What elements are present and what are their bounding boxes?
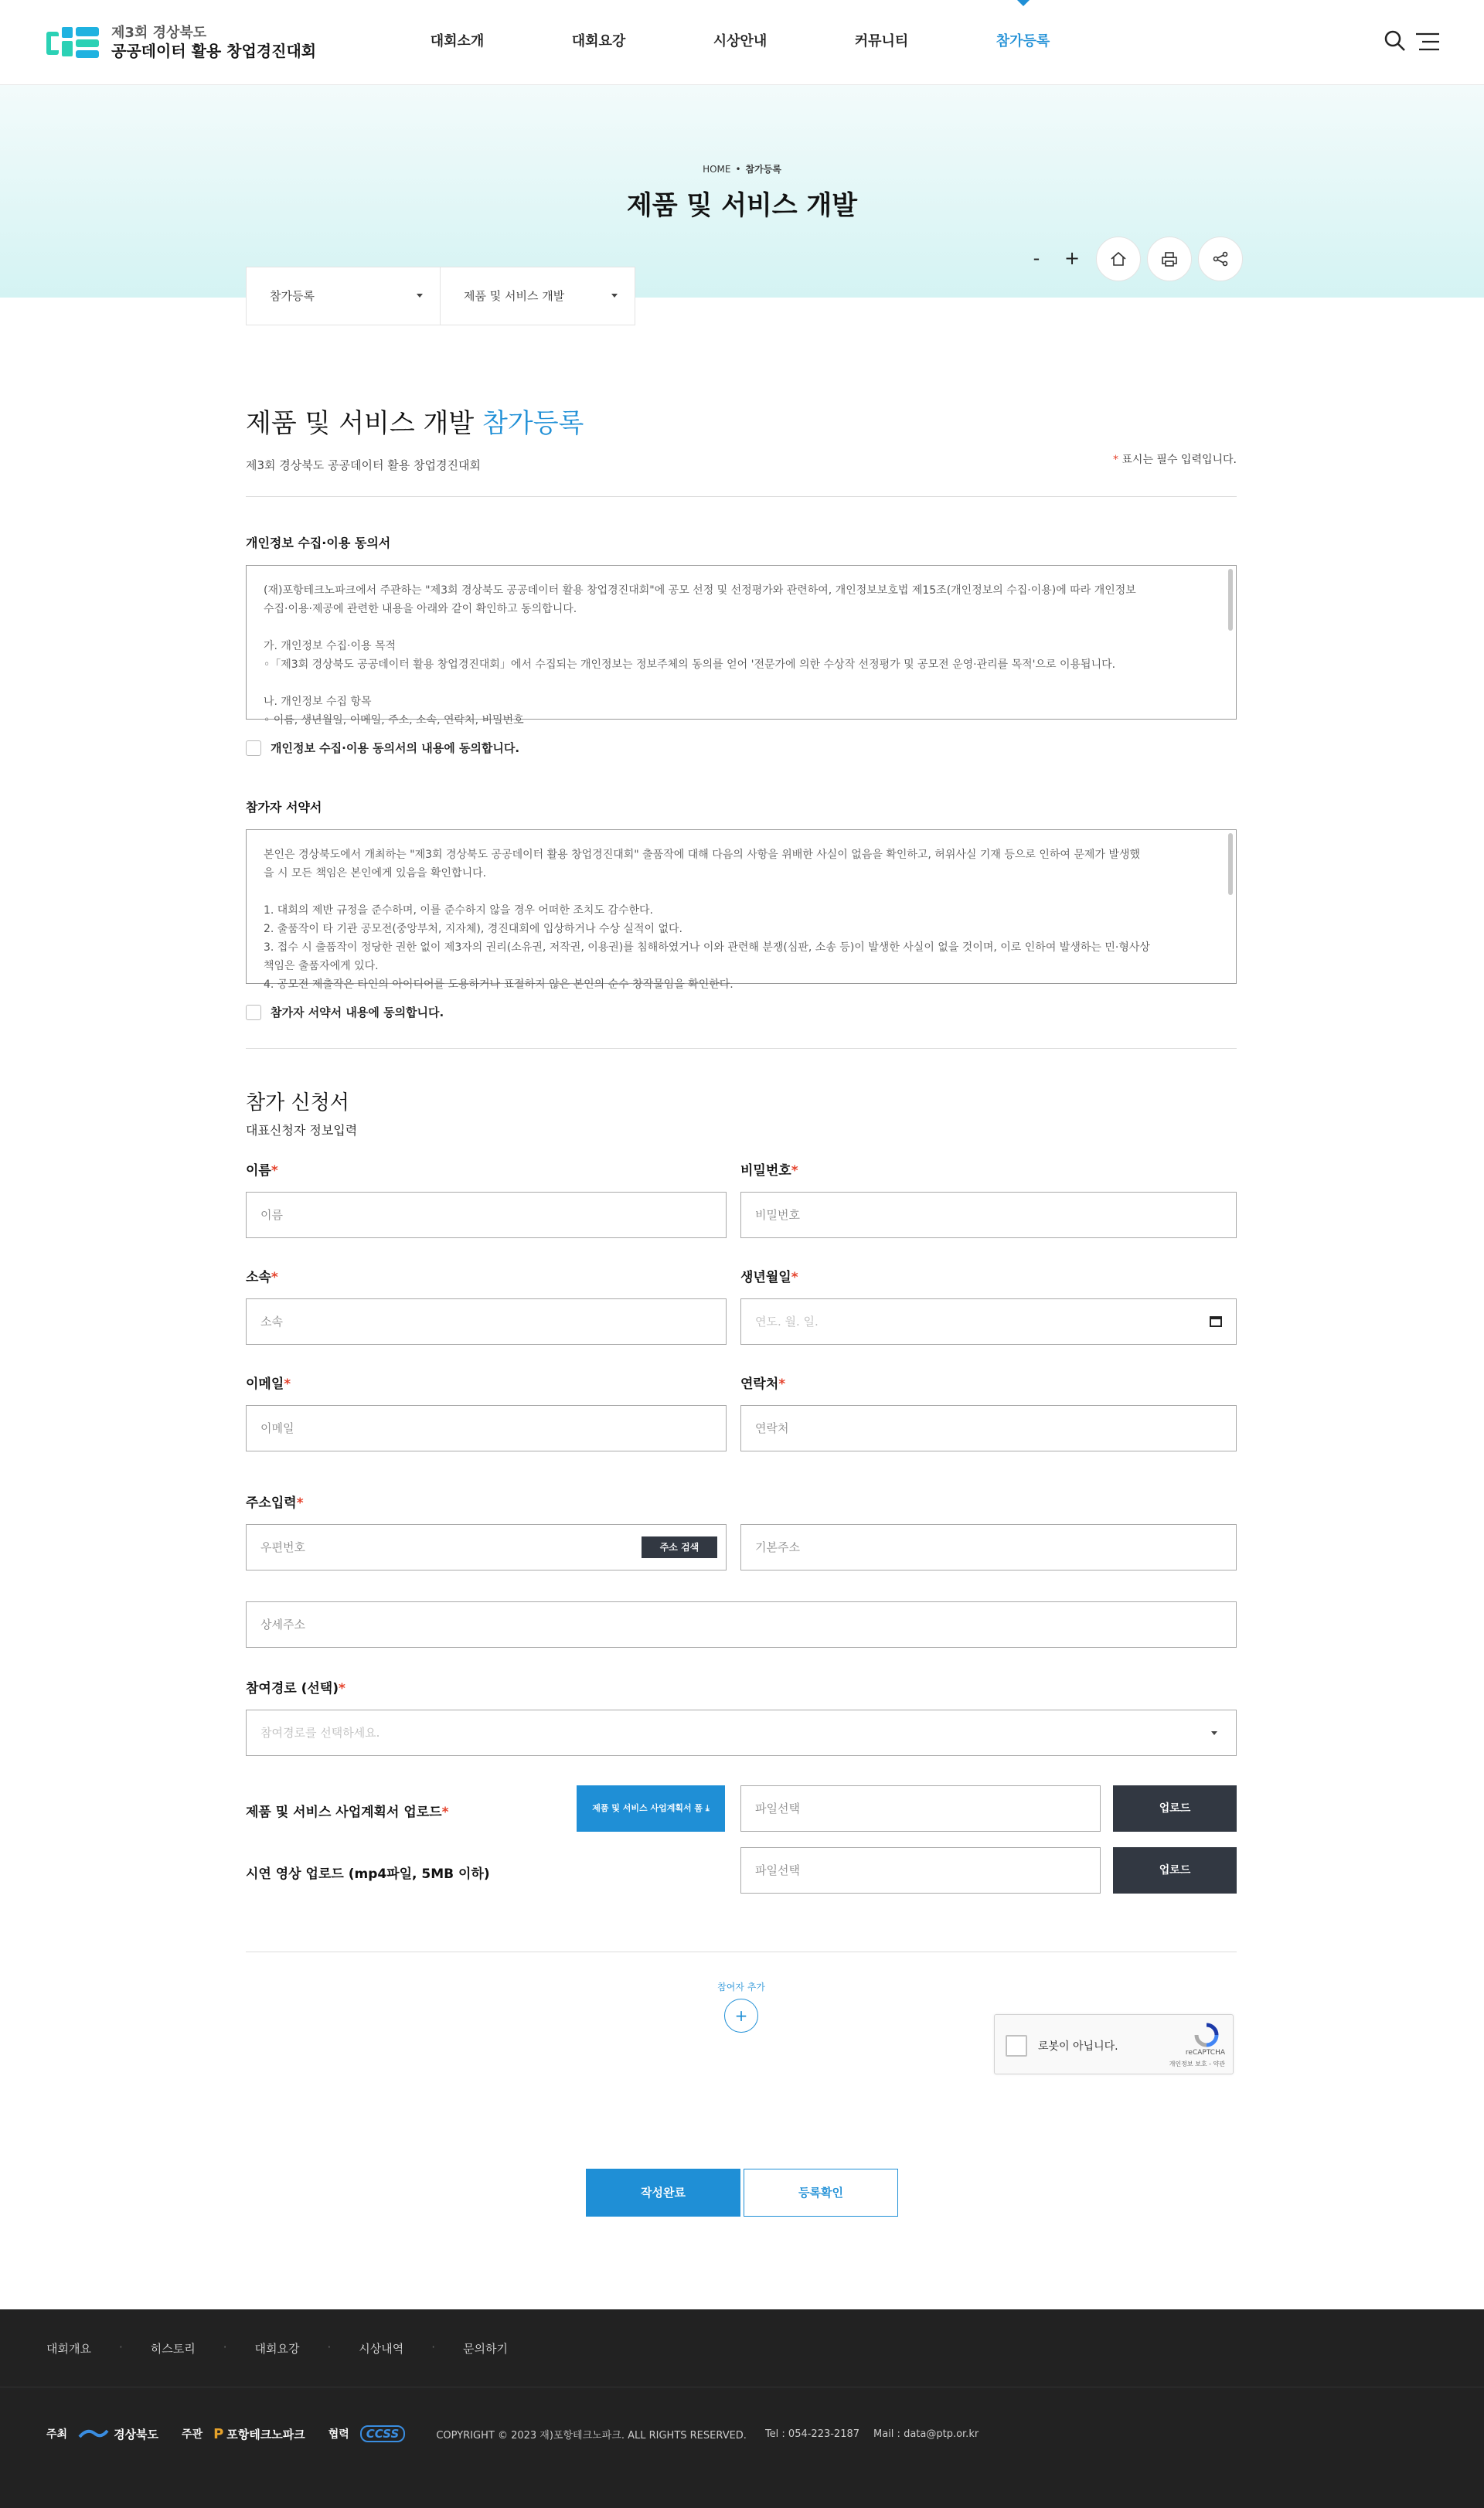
main-nav [386, 0, 1094, 85]
share-button[interactable] [1198, 237, 1243, 281]
required-note-text: 표시는 필수 입력입니다. [1122, 454, 1237, 466]
logo-line1: 제3회 경상북도 [111, 25, 207, 42]
site-logo[interactable] [46, 23, 316, 62]
main-content [246, 402, 1237, 2200]
privacy-line: (재)포항테크노파크에서 주관하는 "제3회 경상북도 공공데이터 활용 창업경진대회"에 공모 선정 및 선정평가와 관련하여, 개인정보보호법 제15조(개인정보의 수집·이용)에 따라 개인정보 [264, 584, 1136, 597]
demo-video-upload-button[interactable]: 업로드 [1113, 1847, 1237, 1894]
phone-label-text: 연락처 [740, 1377, 779, 1392]
route-select[interactable] [246, 1710, 1237, 1756]
breadcrumb-home[interactable]: HOME [703, 164, 731, 175]
print-icon [1161, 250, 1178, 267]
required-star: * [778, 1377, 786, 1392]
zoom-in-button[interactable]: + [1064, 247, 1081, 269]
check-registration-button[interactable]: 등록확인 [744, 2169, 898, 2217]
privacy-line [264, 674, 1219, 693]
password-label [740, 1159, 798, 1179]
chevron-down-icon [417, 294, 423, 298]
birth-label [740, 1266, 798, 1285]
recaptcha-checkbox[interactable] [1006, 2035, 1027, 2057]
gyeongbuk-logo-icon [78, 2426, 109, 2442]
pledge-line: 2. 출품작이 타 기관 공모전(중앙부처, 지자체), 경진대회에 입상하거나 수상 실적이 없다. [264, 923, 682, 935]
section-subtitle: 제3회 경상북도 공공데이터 활용 창업경진대회 [246, 458, 481, 472]
sub-visual [0, 85, 1484, 298]
footer-tel: Tel : 054-223-2187 [764, 2428, 860, 2440]
required-star: * [441, 1805, 449, 1820]
partner-logo [360, 2425, 406, 2442]
partner-logo-text: CCSS [360, 2425, 406, 2442]
business-plan-upload-label [246, 1801, 448, 1820]
chevron-down-icon [1211, 1731, 1217, 1735]
demo-video-file-input[interactable]: 파일선택 [740, 1847, 1101, 1894]
plus-icon: + [734, 2006, 748, 2025]
route-label [246, 1677, 345, 1696]
site-header [0, 0, 1484, 85]
privacy-line [264, 618, 1219, 637]
required-star: * [791, 1270, 798, 1285]
privacy-line: 가. 개인정보 수집·이용 목적 [264, 640, 397, 652]
business-plan-upload-button[interactable]: 업로드 [1113, 1785, 1237, 1832]
footer-mail: Mail : data@ptp.or.kr [873, 2428, 979, 2440]
recaptcha-links[interactable]: 개인정보 보호 - 약관 [1169, 2061, 1225, 2067]
name-label-text: 이름 [246, 1163, 271, 1179]
organizer-logo [213, 2426, 305, 2442]
footer-info [46, 2425, 979, 2442]
name-label [246, 1159, 278, 1179]
business-plan-template-download-button[interactable] [577, 1785, 725, 1832]
footer-nav: 대회개요 · 히스토리 · 대회요강 · 시상내역 · 문의하기 [46, 2340, 508, 2356]
page-tools [1019, 237, 1243, 281]
email-label-text: 이메일 [246, 1377, 284, 1392]
pledge-terms-box[interactable] [246, 829, 1237, 991]
detail-address-input[interactable]: 상세주소 [246, 1601, 1237, 1648]
birth-label-text: 생년월일 [740, 1270, 791, 1285]
nav-item-awards[interactable]: 시상안내 [713, 33, 768, 49]
privacy-agree-checkbox[interactable] [246, 740, 261, 756]
address-label [246, 1492, 304, 1511]
pledge-line [264, 883, 1219, 901]
name-input[interactable]: 이름 [246, 1192, 727, 1238]
nav-item-community[interactable]: 커뮤니티 [854, 33, 909, 49]
route-label-text: 참여경로 (선택) [246, 1681, 339, 1696]
section-title-highlight: 참가등록 [482, 408, 584, 439]
nav-item-guidelines[interactable]: 대회요강 [571, 33, 626, 49]
pledge-line: 1. 대회의 제반 규정을 준수하며, 이를 준수하지 않을 경우 어떠한 조치도 감수한다. [264, 904, 653, 917]
divider [246, 1048, 1237, 1049]
business-plan-file-input[interactable]: 파일선택 [740, 1785, 1101, 1832]
business-plan-upload-label-text: 제품 및 서비스 사업계획서 업로드 [246, 1805, 442, 1820]
demo-video-upload-label: 시연 영상 업로드 (mp4파일, 5MB 이하) [246, 1867, 490, 1882]
home-icon [1110, 250, 1127, 267]
section-title-text: 제품 및 서비스 개발 [246, 408, 475, 439]
host-logo [78, 2426, 158, 2442]
privacy-agree-label: 개인정보 수집·이용 동의서의 내용에 동의합니다. [271, 741, 520, 755]
pledge-agree-checkbox[interactable] [246, 1005, 261, 1020]
privacy-line: ◦ 이름, 생년월일, 이메일, 주소, 소속, 연락처, 비밀번호 [264, 714, 524, 727]
pledge-line: 을 시 모든 책임은 본인에게 있음을 확인합니다. [264, 867, 487, 880]
host-label: 주최 [46, 2428, 68, 2441]
partner-label: 협력 [328, 2428, 349, 2441]
required-star: * [284, 1377, 291, 1392]
calendar-icon[interactable] [1210, 1316, 1222, 1327]
scrollbar-thumb[interactable] [1228, 569, 1233, 631]
zoom-out-button[interactable]: - [1033, 247, 1040, 269]
privacy-agree[interactable] [246, 740, 1237, 756]
submit-button[interactable]: 작성완료 [586, 2169, 740, 2217]
route-select-value: 참여경로를 선택하세요. [260, 1726, 380, 1740]
logo-line2: 공공데이터 활용 창업경진대회 [111, 41, 317, 60]
required-star: * [271, 1270, 278, 1285]
required-star: * [791, 1163, 798, 1179]
pledge-line: 본인은 경상북도에서 개최하는 "제3회 경상북도 공공데이터 활용 창업경진대회" 출품작에 대해 다음의 사항을 위배한 사실이 없음을 확인하고, 허위사실 기재 등으로 인하여 문제가 발생했 [264, 849, 1140, 861]
home-button[interactable] [1096, 237, 1141, 281]
phone-label [740, 1373, 785, 1392]
required-note [1113, 451, 1237, 467]
pledge-line: 책임은 출품자에게 있다. [264, 960, 379, 972]
privacy-line: 나. 개인정보 수집 항목 [264, 696, 372, 708]
footer-link-history[interactable]: 히스토리 [150, 2342, 196, 2356]
email-input[interactable]: 이메일 [246, 1405, 727, 1451]
hamburger-menu-icon[interactable] [1416, 31, 1439, 53]
organizer-label: 주관 [182, 2428, 203, 2441]
privacy-terms-box[interactable] [246, 565, 1237, 727]
nav-item-intro[interactable]: 대회소개 [430, 33, 485, 49]
password-input[interactable]: 비밀번호 [740, 1192, 1237, 1238]
affiliation-label [246, 1266, 278, 1285]
affiliation-input[interactable]: 소속 [246, 1298, 727, 1345]
pledge-line: 4. 공모전 제출작은 타인의 아이디어를 도용하거나 표절하지 않은 본인의 순수 창작물임을 확인한다. [264, 978, 733, 991]
template-button-label: 제품 및 서비스 사업계획서 폼 [592, 1803, 703, 1813]
host-logo-text: 경상북도 [114, 2427, 159, 2442]
add-participant-button[interactable] [724, 1999, 758, 2033]
recaptcha-logo-icon [1194, 2023, 1219, 2047]
logo-mark-icon [46, 24, 100, 61]
chevron-down-icon [611, 294, 618, 298]
base-address-input[interactable]: 기본주소 [740, 1524, 1237, 1570]
privacy-line: ◦「제3회 경상북도 공공데이터 활용 창업경진대회」에서 수집되는 개인정보는 정보주체의 동의를 얻어 '전문가에 의한 수상작 선정평가 및 공모전 운영·관리를 목적'으로 이용됩니다. [264, 658, 1116, 671]
depth2-select[interactable] [441, 267, 635, 325]
recaptcha-label: 로봇이 아닙니다. [1038, 2040, 1118, 2053]
breadcrumb-current[interactable]: 참가등록 [745, 164, 781, 175]
phone-input[interactable]: 연락처 [740, 1405, 1237, 1451]
zipcode-placeholder: 우편번호 [260, 1540, 305, 1554]
required-star: * [271, 1163, 278, 1179]
depth2-select-value: 제품 및 서비스 개발 [464, 289, 565, 303]
address-label-text: 주소입력 [246, 1496, 297, 1511]
required-star: * [339, 1681, 345, 1696]
recaptcha-widget [994, 2014, 1234, 2074]
footer-link-guidelines[interactable]: 대회요강 [254, 2342, 300, 2356]
page-title: 제품 및 서비스 개발 [626, 190, 858, 221]
add-participant-label: 참여자 추가 [717, 1982, 765, 1992]
sub-nav-selects [246, 267, 635, 325]
pledge-line: 3. 접수 시 출품작이 정당한 권한 없이 제3자의 권리(소유권, 저작권, 이용권)를 침해하였거나 이와 관련해 분쟁(심판, 소송 등)이 발생한 사실이 없을 것이며, 이로 인하여 발생하는 민·형사상 [264, 941, 1150, 954]
nav-item-registration[interactable]: 참가등록 [952, 0, 1094, 85]
organizer-logo-text: 포항테크노파크 [226, 2427, 305, 2442]
footer-link-awards[interactable]: 시상내역 [359, 2342, 404, 2356]
application-subtitle: 대표신청자 정보입력 [246, 1123, 358, 1138]
pledge-title: 참가자 서약서 [246, 800, 322, 815]
depth1-select[interactable] [247, 267, 441, 325]
affiliation-label-text: 소속 [246, 1270, 271, 1285]
required-star: * [1112, 454, 1118, 466]
pledge-agree-label: 참가자 서약서 내용에 동의합니다. [271, 1006, 444, 1019]
recaptcha-brand: reCAPTCHA [1185, 2049, 1225, 2057]
scrollbar-thumb[interactable] [1228, 833, 1233, 895]
ptp-logo-icon: P [213, 2425, 224, 2442]
application-title: 참가 신청서 [246, 1091, 349, 1114]
site-footer [0, 2309, 1484, 2508]
footer-link-contact[interactable]: 문의하기 [463, 2342, 508, 2356]
breadcrumb: HOME • 참가등록 [703, 164, 781, 175]
birth-placeholder: 연도. 월. 일. [755, 1315, 819, 1329]
required-star: * [296, 1496, 304, 1511]
download-icon: ⤓ [705, 1803, 710, 1813]
share-icon [1212, 250, 1229, 267]
divider [246, 496, 1237, 497]
birth-date-input[interactable] [740, 1298, 1237, 1345]
print-button[interactable] [1147, 237, 1192, 281]
privacy-title: 개인정보 수집·이용 동의서 [246, 536, 391, 550]
search-icon[interactable] [1384, 29, 1407, 53]
pledge-agree[interactable] [246, 1004, 1237, 1020]
password-label-text: 비밀번호 [740, 1163, 791, 1179]
address-search-button[interactable]: 주소 검색 [642, 1536, 717, 1558]
footer-link-overview[interactable]: 대회개요 [46, 2342, 91, 2356]
email-label [246, 1373, 291, 1392]
privacy-line: 수집·이용·제공에 관련한 내용을 아래와 같이 확인하고 동의합니다. [264, 603, 577, 615]
copyright: COPYRIGHT © 2023 재)포항테크노파크. ALL RIGHTS RESERVED. [436, 2429, 747, 2442]
section-title [246, 402, 1237, 440]
depth1-select-value: 참가등록 [270, 289, 315, 303]
